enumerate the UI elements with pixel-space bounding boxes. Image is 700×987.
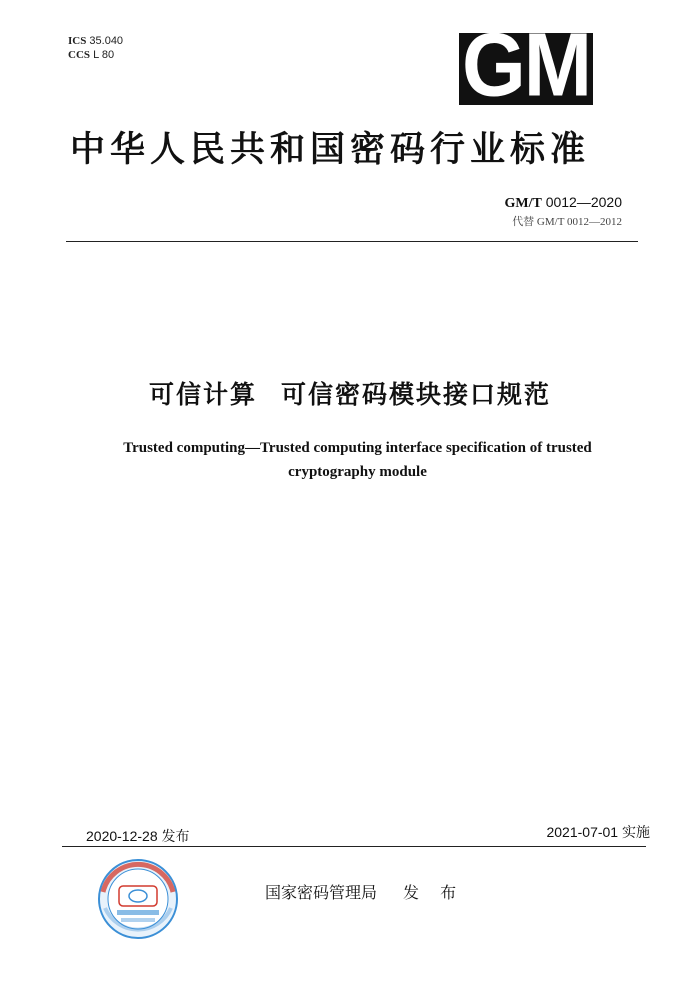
implementation-date: 2021-07-01 实施 <box>546 824 650 840</box>
ccs-code <box>68 48 123 62</box>
anti-counterfeit-stamp <box>97 858 179 940</box>
ics-label: ICS <box>68 35 87 47</box>
footer-divider <box>62 846 646 847</box>
header-divider <box>66 241 638 242</box>
standard-prefix: GM/T <box>504 196 542 211</box>
gm-logo <box>459 33 593 105</box>
replaces-standard: 代替 GM/T 0012—2012 <box>512 216 622 228</box>
ccs-label: CCS <box>68 49 91 61</box>
classification-codes <box>68 34 123 62</box>
issuer-name: 国家密码管理局 <box>265 883 378 902</box>
chinese-title-part1: 可信计算 <box>148 380 257 409</box>
ics-code <box>68 34 123 48</box>
ccs-value: L 80 <box>93 49 115 61</box>
english-title-line1: Trusted computing—Trusted computing interface specification of trusted <box>123 440 592 456</box>
industry-standard-title: 中华人民共和国密码行业标准 <box>70 130 591 170</box>
standard-number-value: 0012—2020 <box>545 194 622 210</box>
gm-logo-text: GM <box>461 33 591 105</box>
english-title-line2: cryptography module <box>288 464 427 480</box>
english-title <box>80 436 635 484</box>
chinese-title-part2: 可信密码模块接口规范 <box>281 380 552 409</box>
chinese-title <box>0 375 700 411</box>
standard-number-block <box>504 194 622 229</box>
ics-value: 35.040 <box>89 35 124 47</box>
issue-date: 2020-12-28 发布 <box>86 828 190 844</box>
standard-number <box>504 194 622 212</box>
issuing-authority <box>265 880 464 903</box>
issuer-action: 发 布 <box>403 883 465 902</box>
